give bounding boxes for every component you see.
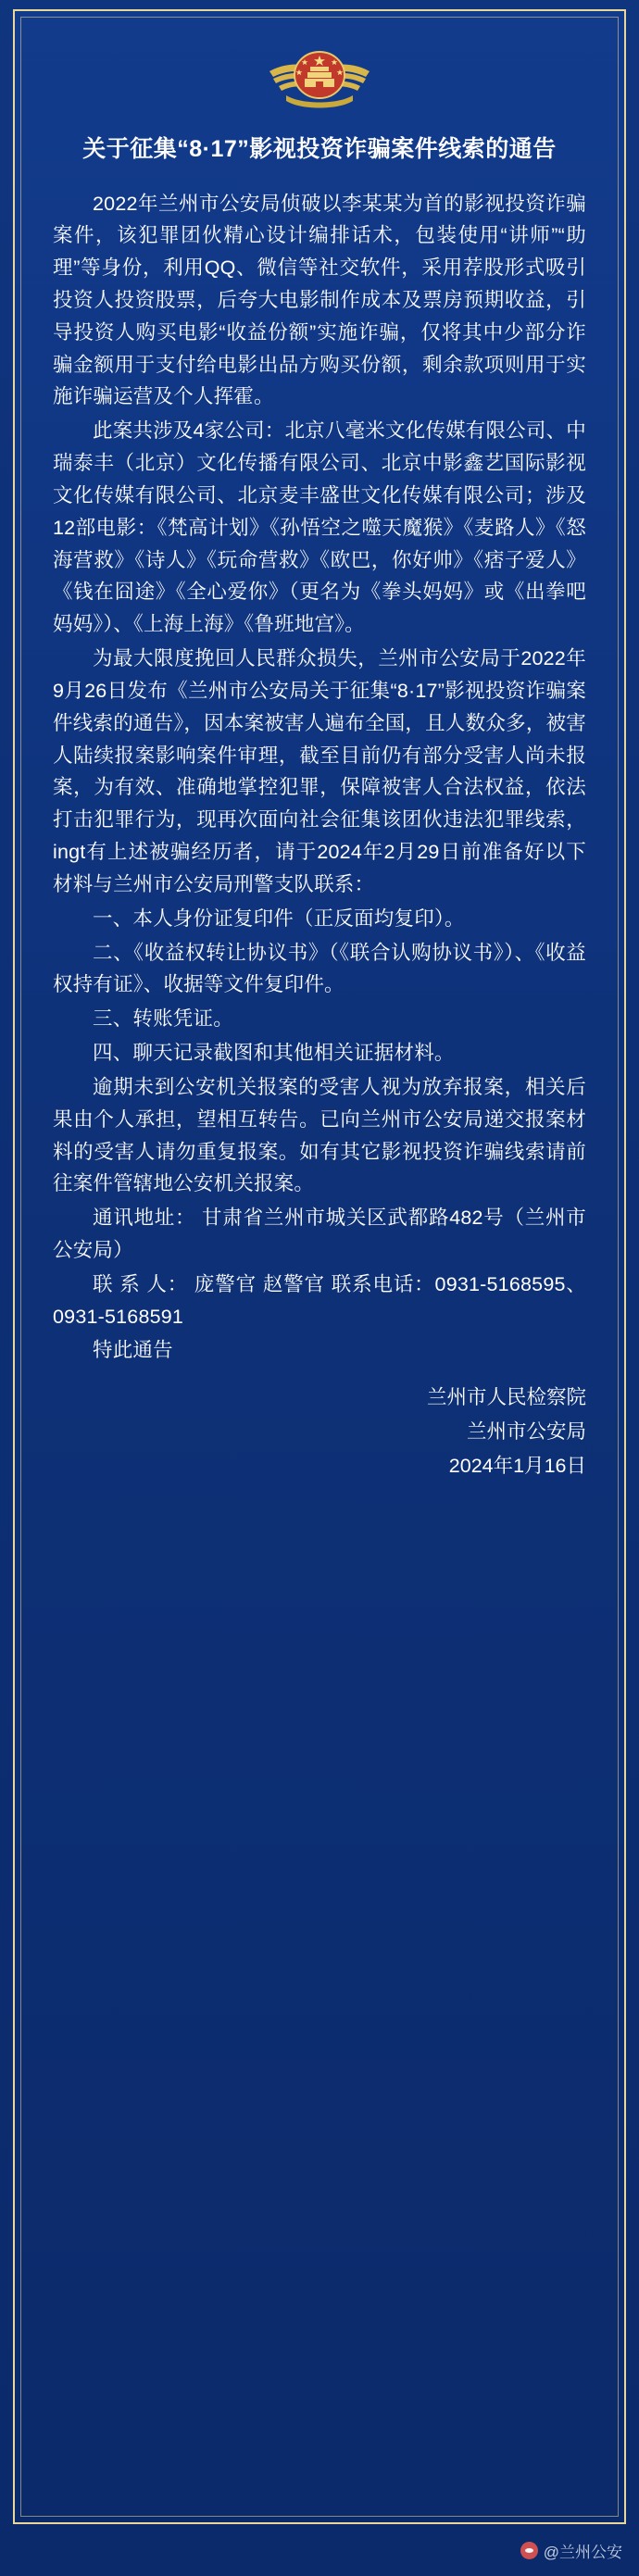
- list-item: 四、聊天记录截图和其他相关证据材料。: [93, 1042, 455, 1065]
- paragraph: 此案共涉及4家公司：北京八毫米文化传媒有限公司、中瑞泰丰（北京）文化传播有限公司、北京中影鑫艺国际影视文化传媒有限公司、北京麦丰盛世文化传媒有限公司；涉及12部电影：《梵高计划》《孙悟空之噬天魔猴》《麦路人》《怒海营救》《诗人》《玩命营救》《欧巴，你好帅》《痞子爱人》《钱在囧途》《全心爱你》（更名为《拳头妈妈》或《出拳吧妈妈》）、《上海上海》《鲁班地宫》。: [53, 419, 586, 636]
- page-title: 关于征集“8·17”影视投资诈骗案件线索的通告: [82, 136, 557, 162]
- list-item: 三、转账凭证。: [93, 1007, 233, 1031]
- signature-org-2: 兰州市公安局: [466, 1420, 586, 1444]
- paragraph: 2022年兰州市公安局侦破以李某某为首的影视投资诈骗案件，该犯罪团伙精心设计编排话术，包装使用“讲师”“助理”等身份，利用QQ、微信等社交软件，采用荐股形式吸引投资人投资股票，后夸大电影制作成本及票房预期收益，引导投资人购买电影“收益份额”实施诈骗，仅将其中少部分诈骗金额用于支付给电影出品方购买份额，剩余款项则用于实施诈骗运营及个人挥霍。: [53, 192, 586, 408]
- emblem-container: [53, 47, 586, 116]
- document-inner-border: [20, 17, 619, 2517]
- weibo-credit-label: @兰州公安: [543, 2543, 622, 2561]
- signature-date: 2024年1月16日: [448, 1454, 586, 1477]
- paragraph: 逾期未到公安机关报案的受害人视为放弃报案，相关后果由个人承担，望相互转告。已向兰州市公安局递交报案材料的受害人请勿重复报案。如有其它影视投资诈骗线索请前往案件管辖地公安机关报案。: [53, 1075, 586, 1195]
- weibo-eye-icon: [520, 2542, 538, 2559]
- contact-person-phone: 联 系 人： 庞警官 赵警官 联系电话：0931-5168595、0931-5168591: [53, 1272, 586, 1328]
- china-national-emblem-icon: [264, 47, 375, 116]
- list-item: 二、《收益权转让协议书》（《联合认购协议书》）、《收益权持有证》、收据等文件复印件。: [53, 941, 586, 996]
- signature-block: [53, 1382, 586, 1482]
- list-item: 一、本人身份证复印件（正反面均复印）。: [93, 907, 465, 930]
- signature-org-1: 兰州市人民检察院: [426, 1386, 586, 1409]
- contact-address: 通讯地址： 甘肃省兰州市城关区武都路482号（兰州市公安局）: [53, 1207, 586, 1261]
- document-outer-border: [13, 9, 626, 2524]
- notice-body: [53, 188, 586, 1368]
- footer-bar: [0, 2524, 639, 2576]
- paragraph: 为最大限度挽回人民群众损失，兰州市公安局于2022年9月26日发布《兰州市公安局关于征集“8·17”影视投资诈骗案件线索的通告》，因本案被害人遍布全国，且人数众多，被害人陆续报案影响案件审理，截至目前仍有部分受害人尚未报案，为有效、准确地掌控犯罪，保障被害人合法权益，依法打击犯罪行为，现再次面向社会征集该团伙违法犯罪线索，ingt有上述被骗经历者，请于2024年2月29日前准备好以下材料与兰州市公安局刑警支队联系：: [53, 647, 586, 895]
- weibo-credit[interactable]: [520, 2539, 622, 2562]
- closing-line: 特此通告: [93, 1339, 173, 1362]
- document-content: [21, 18, 618, 2516]
